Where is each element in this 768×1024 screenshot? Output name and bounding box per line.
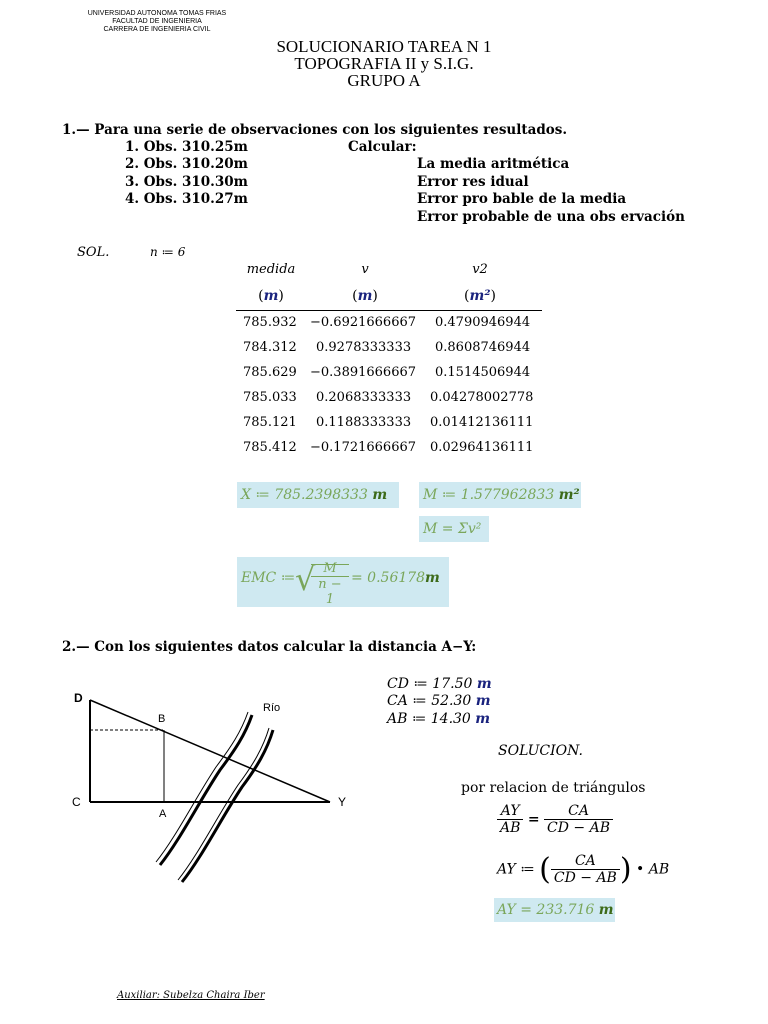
calcular-item-1: La media aritmética <box>417 156 570 172</box>
cell-v: −0.1721666667 <box>310 440 417 455</box>
cell-medida: 785.412 <box>243 440 297 455</box>
cell-v: −0.6921666667 <box>310 315 417 330</box>
page-title-line-3: GRUPO A <box>347 71 421 90</box>
table-row <box>243 315 543 335</box>
cell-medida: 785.121 <box>243 415 297 430</box>
emc-denominator: n − 1 <box>318 577 342 607</box>
river-bank-right-outline <box>178 728 269 880</box>
sol-label: SOL. <box>77 245 110 260</box>
cell-v2: 0.4790946944 <box>435 315 531 330</box>
ratio-left: $\frac{AY}{AB}$ <box>497 803 523 836</box>
university-line-2: FACULTAD DE INGENIERIA <box>112 18 202 25</box>
obs-4: 4. Obs. 310.27m <box>125 191 248 207</box>
university-line-3: CARRERA DE INGENIERIA CIVIL <box>103 26 211 33</box>
river-bank-right <box>182 730 273 882</box>
cell-medida: 785.932 <box>243 315 297 330</box>
table-header-divider <box>236 310 542 311</box>
n-definition: n ≔ 6 <box>150 245 186 259</box>
label-c: C <box>72 795 81 809</box>
cell-v2: 0.01412136111 <box>430 415 534 430</box>
calcular-item-4: Error probable de una obs ervación <box>417 209 685 225</box>
solucion-label: SOLUCION. <box>498 743 583 759</box>
cell-v2: 0.1514506944 <box>435 365 531 380</box>
cell-v: 0.9278333333 <box>316 340 412 355</box>
label-d: D <box>74 691 83 705</box>
problem2-statement: 2.— Con los siguientes datos calcular la distancia A−Y: <box>62 639 477 655</box>
cell-medida: 785.629 <box>243 365 297 380</box>
cell-v: 0.1188333333 <box>316 415 412 430</box>
calcular-item-3: Error pro bable de la media <box>417 191 627 207</box>
emc-lhs: EMC ≔ <box>241 570 296 586</box>
residual-sum-box <box>419 482 581 508</box>
obs-3: 3. Obs. 310.30m <box>125 174 248 190</box>
residual-sum-result: M ≔ 1.577962833 <box>423 487 555 503</box>
residual-sum-definition-box <box>419 516 489 542</box>
residual-sum-definition: M = Σv² <box>423 521 482 537</box>
label-rio: Río <box>263 702 281 714</box>
river-bank-left <box>160 715 252 865</box>
residual-sum-unit: m² <box>558 487 580 503</box>
col-header-v: v <box>361 262 369 277</box>
data-cd: CD ≔ 17.50 m <box>387 676 492 692</box>
ay-result: AY = 233.716 <box>497 902 595 918</box>
cell-medida: 785.033 <box>243 390 297 405</box>
table-row <box>243 365 543 385</box>
calcular-item-2: Error res idual <box>417 174 529 190</box>
obs-1: 1. Obs. 310.25m <box>125 139 248 155</box>
data-ab: AB ≔ 14.30 m <box>387 711 491 727</box>
emc-numerator: M <box>311 561 349 577</box>
ratio-right: $\frac{CA}{CD - AB}$ <box>544 803 613 836</box>
ratio-equation: $\frac{AY}{AB}$ = $\frac{CA}{CD - AB}$ <box>497 803 613 836</box>
relacion-label: por relacion de triángulos <box>461 780 646 796</box>
mean-result: X ≔ 785.2398333 <box>241 487 368 503</box>
university-header <box>62 10 252 34</box>
unit-medida: (m) <box>258 288 284 304</box>
table-row <box>243 415 543 435</box>
ay-formula: AY ≔ ( $\frac{CA}{CD - AB}$ ) • AB <box>497 852 670 887</box>
label-a: A <box>159 808 167 820</box>
sqrt-icon: √ <box>295 560 316 598</box>
page-title-line-1: SOLUCIONARIO TAREA N 1 <box>276 37 492 56</box>
unit-v: (m) <box>352 288 378 304</box>
obs-2: 2. Obs. 310.20m <box>125 156 248 172</box>
emc-unit: m <box>425 570 440 586</box>
emc-result-box <box>237 557 449 607</box>
problem1-statement: 1.— Para una serie de observaciones con los siguientes resultados. <box>62 122 568 138</box>
emc-rhs: = 0.56178 <box>351 570 426 586</box>
footer-auxiliar: Auxiliar: Subelza Chaira Iber <box>117 990 265 1001</box>
cell-medida: 784.312 <box>243 340 297 355</box>
calcular-label: Calcular: <box>348 139 417 155</box>
cell-v2: 0.8608746944 <box>435 340 531 355</box>
ay-unit: m <box>598 902 614 918</box>
university-line-1: UNIVERSIDAD AUTONOMA TOMAS FRIAS <box>87 10 227 17</box>
cell-v: 0.2068333333 <box>316 390 412 405</box>
unit-v2: (m²) <box>464 288 496 304</box>
cell-v2: 0.04278002778 <box>430 390 534 405</box>
data-ca: CA ≔ 52.30 m <box>387 693 491 709</box>
emc-fraction <box>311 561 349 607</box>
table-row <box>243 340 543 360</box>
label-b: B <box>158 713 166 725</box>
col-header-v2: v2 <box>472 262 488 277</box>
cell-v2: 0.02964136111 <box>430 440 534 455</box>
cell-v: −0.3891666667 <box>310 365 417 380</box>
page-title-line-2: TOPOGRAFIA II y S.I.G. <box>294 54 474 73</box>
table-row <box>243 390 543 410</box>
mean-unit: m <box>372 487 388 503</box>
triangle-river-diagram <box>60 680 360 890</box>
ay-result-box <box>494 898 615 922</box>
mean-result-box <box>237 482 399 508</box>
table-row <box>243 440 543 460</box>
label-y: Y <box>338 795 347 809</box>
col-header-medida: medida <box>246 262 296 277</box>
